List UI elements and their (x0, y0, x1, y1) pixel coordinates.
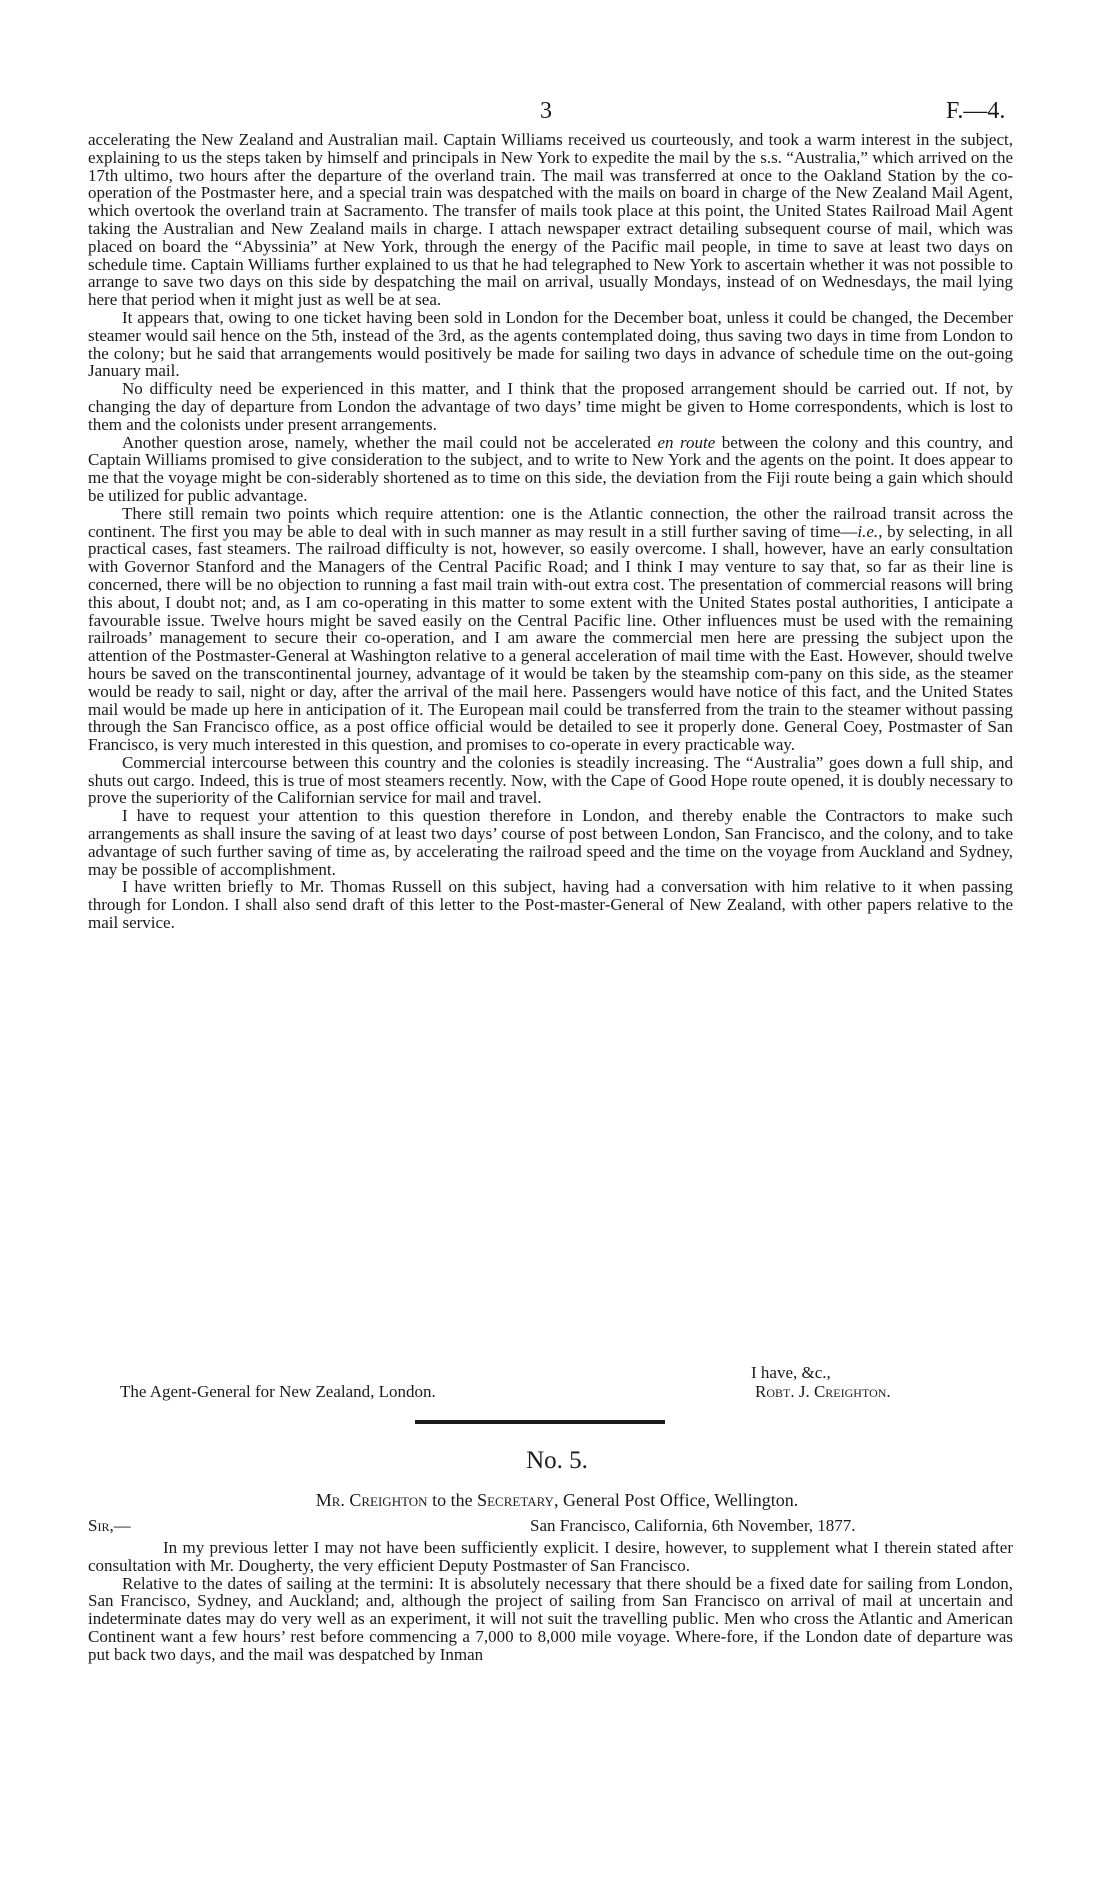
text-run: between the colony and this country, and Captain Williams promised to give consideration to the subject, and to write to New York and the agents on the point. It does appear to me that the voyage might be con-siderably shortened as to time on this side, the deviation from the Fiji route being a gain which should be utilized for public advantage. (88, 432, 1014, 505)
text-run: Another question arose, namely, whether the mail could not be accelerated (122, 432, 658, 452)
section-divider (415, 1420, 665, 1424)
page-number: 3 (540, 98, 552, 124)
italic-text: en route (657, 432, 716, 452)
letter-1-body (88, 131, 1013, 932)
paragraph: No difficulty need be experienced in this matter, and I think that the proposed arrangement should be carried out. If not, by changing the day of departure from London the advantage of two days’ time might be given to Home correspondents, which is lost to them and the colonists under present arrangements. (88, 379, 1013, 434)
paragraph: Relative to the dates of sailing at the termini: It is absolutely necessary that there should be a fixed date for sailing from London, San Francisco, Sydney, and Auckland; and, although the project of sailing from San Francisco on arrival of mail at uncertain and indeterminate dates may do very well as an experiment, it will not suit the travelling public. Men who cross the Atlantic and American Continent want a few hours’ rest before commencing a 7,000 to 8,000 mile voyage. Where-fore, if the London date of departure was put back two days, and the mail was despatched by Inman (88, 1573, 1013, 1664)
paragraph: It appears that, owing to one ticket having been sold in London for the December boat, unless it could be changed, the December steamer would sail hence on the 5th, instead of the 3rd, as the agents contemplated doing, thus saving two days in time from London to the colony; but he said that arrangements would positively be made for sailing two days in advance of schedule time on the out-going January mail. (88, 307, 1013, 381)
paragraph (88, 505, 1013, 754)
subheading-text: to the (432, 1490, 473, 1510)
recipient-title: Secretary, (477, 1490, 559, 1510)
page-reference: F.—4. (946, 98, 1006, 124)
text-run: , by selecting, in all practical cases, fast steamers. The railroad difficulty is not, however, so easily overcome. I shall, however, have an early consultation with Governor Stanford and the Managers of the Central Pacific Road; and I think I may venture to say that, so far as their line is concerned, there will be no objection to running a fast mail train with-out extra cost. The presentation of commercial reasons will bring this about, I doubt not; and, as I am co-operating in this matter to some extent with the United States postal authorities, I anticipate a favourable issue. Twelve hours might be saved easily on the Central Pacific line. Other influences must be used with the remaining railroads’ management to secure their co-operation, and I am aware the commercial men here are pressing the subject upon the attention of the Postmaster-General at Washington relative to a general acceleration of mail time with the East. However, should twelve hours be saved on the transcontinental journey, advantage of it would be taken by the steamship com-pany on this side, as the steamer would be ready to sail, night or day, after the arrival of the mail here. Passengers would have notice of this fact, and the United States mail would be made up here in anticipation of it. The European mail could be transferred from the train to the steamer without passing through the San Francisco office, as a post office official would be detailed to see it properly done. General Coey, Postmaster of San Francisco, is very much interested in this question, and promises to co-operate in every practicable way. (88, 521, 1013, 755)
paragraph: accelerating the New Zealand and Australian mail. Captain Williams received us courteously, and took a warm interest in the subject, explaining to us the steps taken by himself and principals in New York to expedite the mail by the s.s. “Australia,” which arrived on the 17th ultimo, two hours after the departure of the overland train. The mail was transferred at once to the Oakland Station by the co-operation of the Postmaster here, and a special train was despatched with the mails on board in charge of the New Zealand Mail Agent, which overtook the overland train at Sacramento. The transfer of mails took place at this point, the United States Railroad Mail Agent taking the Australian and New Zealand mails in charge. I attach newspaper extract detailing subsequent course of mail, which was placed on board the “Abyssinia” at New York, through the energy of the Pacific mail people, in time to save at least two days on schedule time. Captain Williams further explained to us that he had telegraphed to New York to ascertain whether it was not possible to arrange to save two days on this side by despatching the mail on arrival, usually Mondays, instead of on Wednesdays, the mail lying here that period when it might just as well be at sea. (88, 130, 1013, 310)
paragraph (88, 434, 1013, 505)
addressee: The Agent-General for New Zealand, London. (120, 1382, 436, 1401)
paragraph: I have written briefly to Mr. Thomas Russell on this subject, having had a conversation with him relative to it when passing through for London. I shall also send draft of this letter to the Post-master-General of New Zealand, with other papers relative to the mail service. (88, 877, 1013, 933)
signature: Robt. J. Creighton. (755, 1382, 891, 1401)
text-run: There still remain two points which require attention: one is the Atlantic connection, the other the railroad transit across the continent. The first you may be able to deal with in such manner as may result in a still further saving of time— (88, 503, 1013, 541)
paragraph: Commercial intercourse between this country and the colonies is steadily increasing. The “Australia” goes down a full ship, and shuts out cargo. Indeed, this is true of most steamers recently. Now, with the Cape of Good Hope route opened, it is doubly necessary to prove the superiority of the Californian service for mail and travel. (88, 752, 1013, 808)
paragraph: I have to request your attention to this question therefore in London, and thereby enable the Contractors to make such arrangements as shall insure the saving of at least two days’ course of post between London, San Francisco, and the colony, and to take advantage of such further saving of time as, by accelerating the railroad speed and the time on the voyage from Auckland and Sydney, may be possible of accomplishment. (88, 806, 1013, 879)
paragraph: In my previous letter I may not have been sufficiently explicit. I desire, however, to supplement what I therein stated after consultation with Mr. Dougherty, the very efficient Deputy Postmaster of San Francisco. (88, 1538, 1013, 1575)
salutation: Sir,— (88, 1516, 131, 1535)
subheading-text: General Post Office, Wellington. (562, 1490, 799, 1510)
document-heading: No. 5. (526, 1447, 588, 1474)
italic-text: i.e. (857, 521, 879, 541)
letter-2-body (88, 1539, 1013, 1664)
sender: Mr. Creighton (315, 1490, 428, 1510)
closing: I have, &c., (751, 1363, 831, 1382)
dateline: San Francisco, California, 6th November, 1877. (530, 1516, 856, 1535)
document-subheading (0, 1490, 1114, 1511)
